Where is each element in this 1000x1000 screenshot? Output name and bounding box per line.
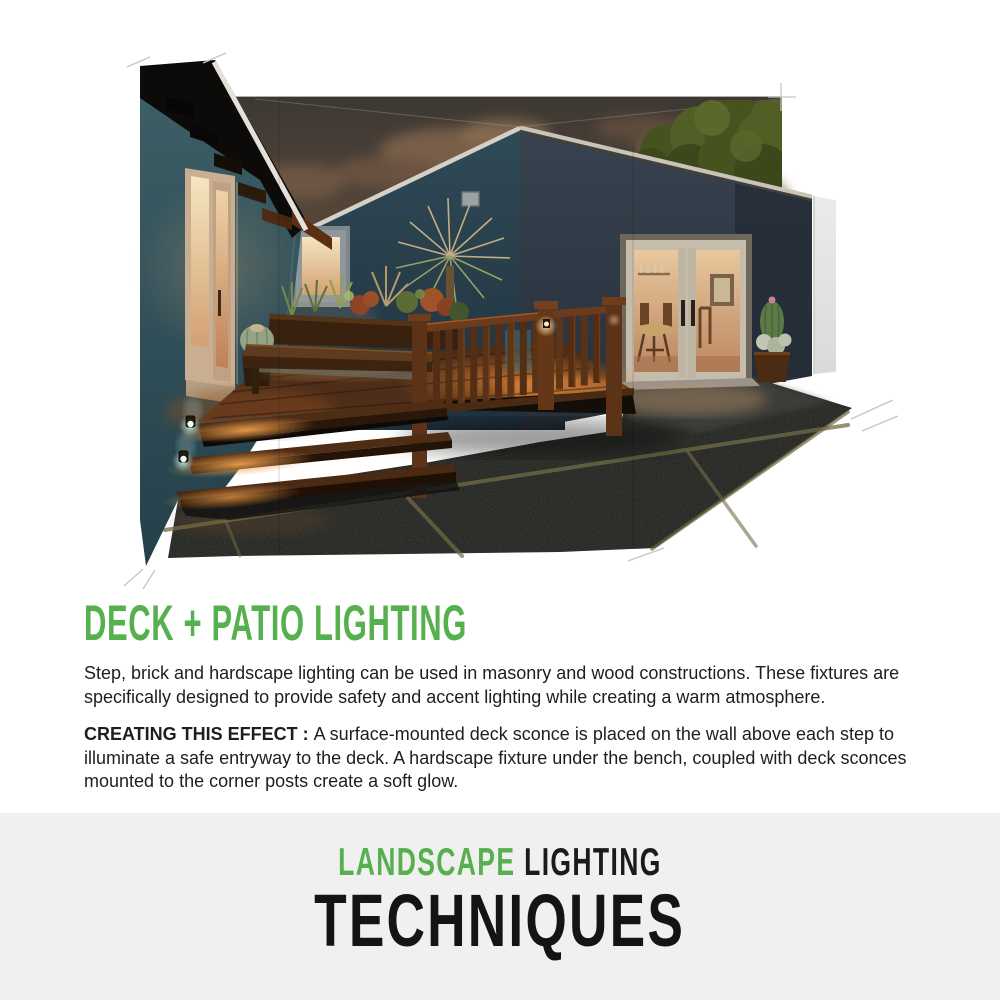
effect-text: A surface-mounted deck sconce is placed on the wall above each step to illuminate a safe entryway to the deck. A hardscape fixture under the bench, coupled with deck sconces mounted to the corner posts create a soft glow. [84, 724, 907, 791]
intro-paragraph: Step, brick and hardscape lighting can be used in masonry and wood constructions. These fixtures are specifically designed to provide safety and accent lighting while creating a warm atmosphere. [84, 663, 900, 707]
edge-panel [814, 196, 836, 374]
effect-paragraph [84, 723, 922, 794]
copy-block [84, 595, 922, 794]
section-title-text: DECK + PATIO LIGHTING [84, 595, 468, 651]
gable-vent [462, 192, 479, 206]
effect-label: CREATING THIS EFFECT : [84, 724, 309, 744]
door-handles [681, 300, 685, 326]
section-title [84, 595, 922, 651]
brand-line [0, 813, 1000, 883]
brand-title-text: TECHNIQUES [314, 879, 686, 962]
brand-title [0, 879, 1000, 962]
brand-word-lighting: LIGHTING [524, 841, 662, 884]
brand-word-landscape: LANDSCAPE [338, 841, 516, 884]
footer [0, 813, 1000, 1000]
